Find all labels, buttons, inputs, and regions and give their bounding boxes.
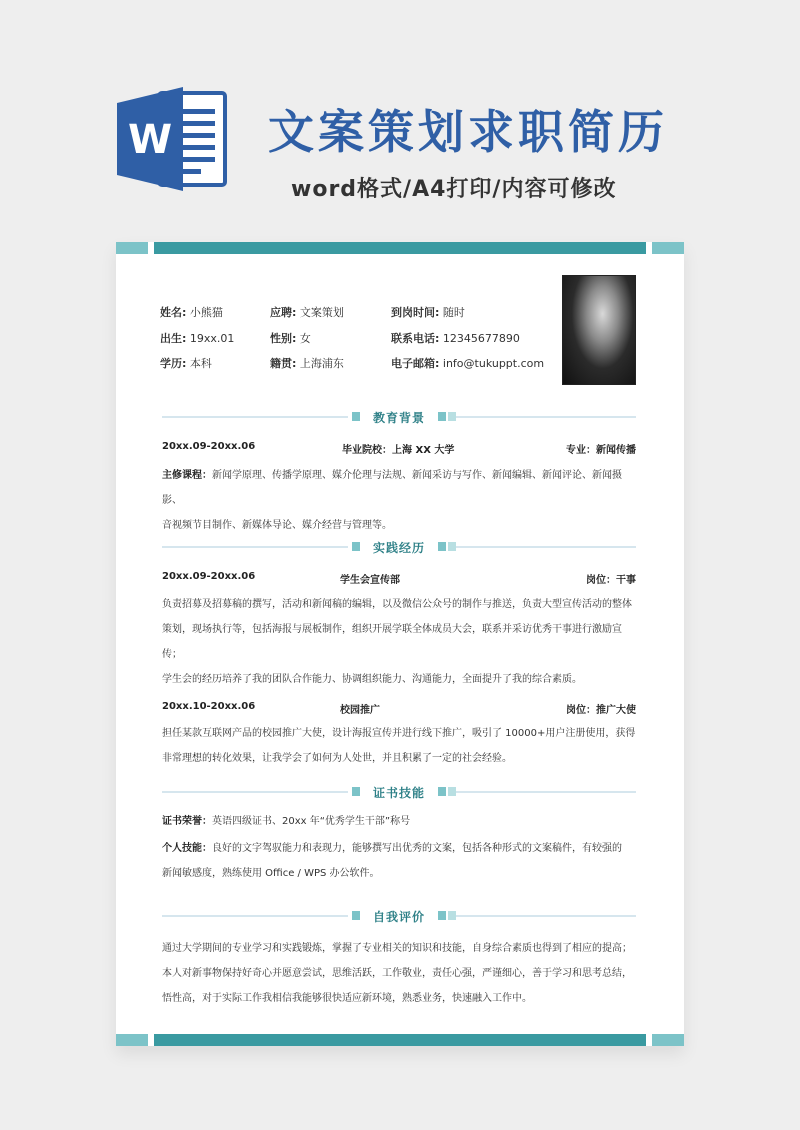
gender-field: 性别: 女 xyxy=(270,332,311,345)
self-eval-text: 通过大学期间的专业学习和实践锻炼，掌握了专业相关的知识和技能，自身综合素质也得到了相应的提高； 本人对新事物保持好奇心并愿意尝试，思维活跃，工作敬业，责任心强，严谨细心，善于学习和思考总结， 悟性高，对于实际工作我相信我能够很快适应新环境，熟悉业务，快速融入工作中。 xyxy=(162,943,632,1004)
skills-personal: 个人技能：良好的文字驾驭能力和表现力，能够撰写出优秀的文案，包括各种形式的文案稿件，有较强的 新闻敏感度，熟练使用 Office / WPS 办公软件。 xyxy=(162,843,622,879)
practice-row-1: 20xx.09-20xx.06 学生会宣传部 岗位：干事 xyxy=(162,571,636,586)
bottom-band xyxy=(116,1034,684,1046)
edu-field: 学历: 本科 xyxy=(160,357,212,370)
name-field: 姓名: 小熊猫 xyxy=(160,306,223,319)
resume-paper xyxy=(116,242,684,1046)
page-subtitle: word格式/A4打印/内容可修改 xyxy=(291,177,617,202)
self-eval-heading: 自我评价 xyxy=(162,908,636,924)
education-period: 20xx.09-20xx.06 xyxy=(162,441,256,452)
practice-heading: 实践经历 xyxy=(162,539,636,555)
practice-row-2: 20xx.10-20xx.06 校园推广 岗位：推广大使 xyxy=(162,701,636,716)
page-title: 文案策划求职简历 xyxy=(268,105,668,159)
skills-honor: 证书荣誉：英语四级证书、20xx 年“优秀学生干部”称号 xyxy=(162,816,411,827)
word-icon-letter: W xyxy=(127,117,173,163)
education-row xyxy=(162,441,636,455)
arrival-field: 到岗时间: 随时 xyxy=(391,306,465,319)
education-heading: 教育背景 xyxy=(162,409,636,425)
word-document-icon xyxy=(117,87,229,191)
top-band xyxy=(116,242,684,254)
email-field: 电子邮箱: info@tukuppt.com xyxy=(391,357,545,370)
skills-heading: 证书技能 xyxy=(162,784,636,800)
education-school: 毕业院校：上海 XX 大学 xyxy=(342,445,455,456)
education-courses: 主修课程：新闻学原理、传播学原理、媒介伦理与法规、新闻采访与写作、新闻编辑、新闻评论、新闻摄影、 音视频节目制作、新媒体导论、媒介经营与管理等。 xyxy=(162,470,622,531)
origin-field: 籍贯: 上海浦东 xyxy=(270,357,344,370)
birth-field: 出生: 19xx.01 xyxy=(160,332,235,345)
profile-photo xyxy=(562,275,636,385)
practice-desc-1: 负责招募及招募稿的撰写，活动和新闻稿的编辑，以及微信公众号的制作与推送，负责大型宣传活动的整体 策划，现场执行等，包括海报与展板制作，组织开展学联全体成员大会，联系并采访优秀干事进行激励宣传； 学生会的经历培养了我的团队合作能力、协调组织能力、沟通能力，全面提升了我的综合素质。 xyxy=(162,599,632,685)
education-major: 专业：新闻传播 xyxy=(566,445,636,456)
phone-field: 联系电话: 12345677890 xyxy=(391,332,520,345)
apply-field: 应聘: 文案策划 xyxy=(270,306,344,319)
practice-desc-2: 担任某款互联网产品的校园推广大使，设计海报宣传并进行线下推广，吸引了 10000+用户注册使用，获得 非常理想的转化效果，让我学会了如何为人处世，并且积累了一定的社会经验。 xyxy=(162,728,636,764)
